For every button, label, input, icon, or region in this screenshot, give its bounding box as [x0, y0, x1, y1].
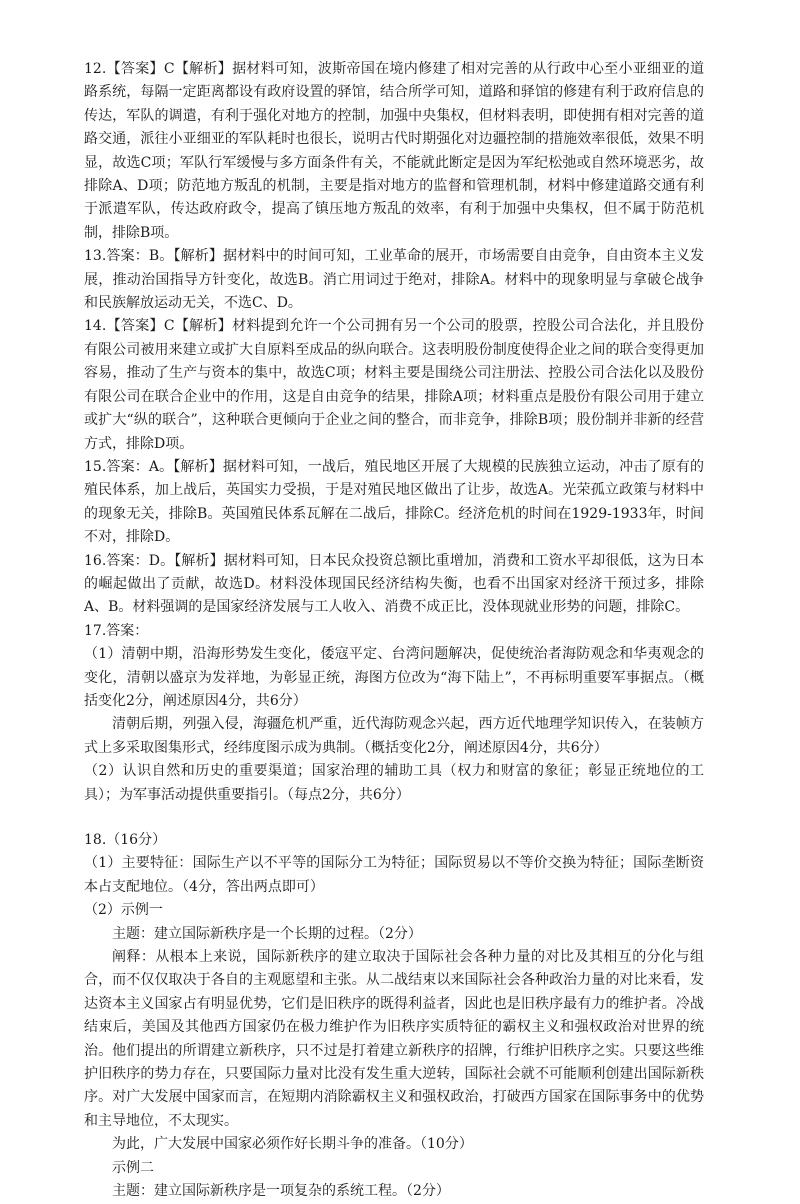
answer-q18-heading: 18.（16分） — [84, 832, 167, 848]
section-spacer — [84, 807, 704, 829]
answer-q17-part1: （1）清朝中期，沿海形势发生变化，倭寇平定、台湾问题解决，促使统治者海防观念和华夷观念的变化，清朝以盛京为发祥地，为彰显正统，海图方位改为“海下陆上”，不再标明重要军事据点。（概括变化2分，阐述原因4分，共6分） — [84, 646, 704, 709]
answer-q17-part2: （2）认识自然和历史的重要渠道；国家治理的辅助工具（权力和财富的象征；彰显正统地位的工具）；为军事活动提供重要指引。（每点2分，共6分） — [84, 763, 704, 803]
answer-q18-example1-explanation: 阐释：从根本上来说，国际新秩序的建立取决于国际社会各种力量的对比及其相互的分化与组合，而不仅仅取决于各自的主观愿望和主张。从二战结束以来国际社会各种政治力量的对比来看，发达资本主义国家占有明显优势，它们是旧秩序的既得利益者，因此也是旧秩序最有力的维护者。冷战结束后，美国及其他西方国家仍在极力维护作为旧秩序实质特征的霸权主义和强权政治对世界的统治。他们提出的所谓建立新秩序，只不过是打着建立新秩序的招牌，行维护旧秩序之实。只要这些维护旧秩序的势力存在，只要国际力量对比没有发生重大逆转，国际社会就不可能顺利创建出国际新秩序。对广大发展中国家而言，在短期内消除霸权主义和强权政治，打破西方国家在国际事务中的优势和主导地位，不太现实。 — [84, 949, 704, 1129]
answer-q15: 15.答案：A。【解析】据材料可知，一战后，殖民地区开展了大规模的民族独立运动，冲击了原有的殖民体系，加上战后，英国实力受损，于是对殖民地区做出了让步，故选A。光荣孤立政策与材料中的现象无关，排除B。英国殖民体系瓦解在二战后，排除C。经济危机的时间在1929-1933年，时间不对，排除D。 — [84, 458, 704, 546]
answer-q18-part2-label: （2）示例一 — [84, 902, 163, 919]
answer-q12: 12.【答案】C【解析】据材料可知，波斯帝国在境内修建了相对完善的从行政中心至小亚细亚的道路系统，每隔一定距离都设有政府设置的驿馆，结合所学可知，道路和驿馆的修建有利于政府信息的传达，军队的调遣，有利于强化对地方的控制，加强中央集权，但材料表明，即使拥有相对完善的道路交通，派往小亚细亚的军队耗时也很长，说明古代时期强化对边疆控制的措施效率很低，效果不明显，故选C项；军队行军缓慢与多方面条件有关，不能就此断定是因为军纪松弛或自然环境恶劣，故排除A、D项；防范地方叛乱的机制，主要是指对地方的监督和管理机制，材料中修建道路交通有利于派遣军队，传达政府政令，提高了镇压地方叛乱的效率，有利于加强中央集权，但不属于防范机制，排除B项。 — [84, 61, 704, 241]
answer-q17-part1-late-qing: 清朝后期，列强入侵，海疆危机严重，近代海防观念兴起，西方近代地理学知识传入，在装帧方式上多采取图集形式，经纬度图示成为典制。（概括变化2分，阐述原因4分，共6分） — [84, 716, 704, 756]
answer-q13: 13.答案：B。【解析】据材料中的时间可知，工业革命的展开，市场需要自由竞争，自由资本主义发展，推动治国指导方针变化，故选B。消亡用词过于绝对，排除A。材料中的现象明显与拿破仑战争和民族解放运动无关，不选C、D。 — [84, 248, 704, 312]
answer-q18-example1-theme: 主题：建立国际新秩序是一个长期的过程。（2分） — [112, 925, 422, 942]
answer-q16: 16.答案：D。【解析】据材料可知，日本民众投资总额比重增加，消费和工资水平却很低，这为日本的崛起做出了贡献，故选D。材料没体现国民经济结构失衡，也看不出国家对经济干预过多，排除A、B。材料强调的是国家经济发展与工人收入、消费不成正比，没体现就业形势的问题，排除C。 — [84, 552, 704, 616]
answer-q18-example1-conclusion: 为此，广大发展中国家必须作好长期斗争的准备。（10分） — [112, 1136, 473, 1153]
answer-q18-part1: （1）主要特征：国际生产以不平等的国际分工为特征；国际贸易以不等价交换为特征；国际垄断资本占支配地位。（4分，答出两点即可） — [84, 855, 704, 895]
answer-q18-example2-label: 示例二 — [112, 1159, 154, 1176]
answer-q17-heading: 17.答案： — [84, 622, 149, 639]
answer-q18-example2-theme: 主题：建立国际新秩序是一项复杂的系统工程。（2分） — [112, 1183, 450, 1200]
answer-q14: 14.【答案】C【解析】材料提到允许一个公司拥有另一个公司的股票，控股公司合法化，并且股份有限公司被用来建立或扩大自原料至成品的纵向联合。这表明股份制度使得企业之间的联合变得更加容易，推动了生产与资本的集中，故选C项；材料主要是围绕公司注册法、控股公司合法化以及股份有限公司在联合企业中的作用，这是自由竞争的结果，排除A项；材料重点是股份有限公司用于建立或扩大“纵的联合”，这种联合更倾向于企业之间的整合，而非竞争，排除B项；股份制并非新的经营方式，排除D项。 — [84, 318, 704, 452]
